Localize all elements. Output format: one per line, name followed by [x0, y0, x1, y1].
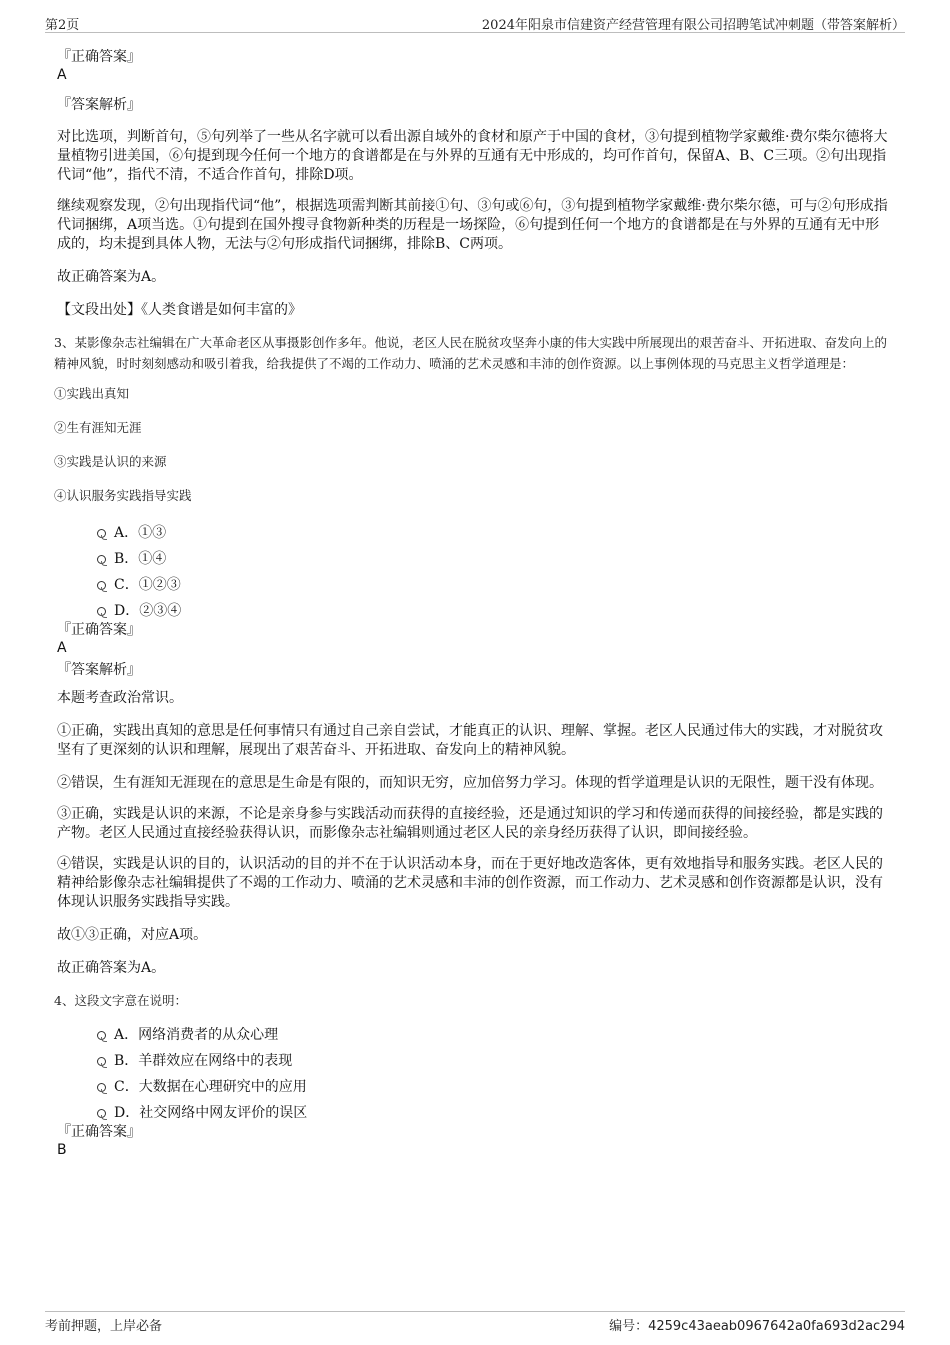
option-list	[57, 1025, 890, 1129]
question-stem: 4、这段文字意在说明：	[54, 993, 187, 1008]
radio-icon[interactable]	[97, 555, 106, 564]
document-title: 2024年阳泉市信建资产经营管理有限公司招聘笔试冲刺题（带答案解析）	[481, 18, 905, 33]
page-number: 第2页	[45, 18, 80, 33]
analysis-paragraph: 继续观察发现，②句出现指代词“他”，根据选项需判断其前接①句、③句或⑥句，③句提到植物学家戴维·费尔柴尔德，可与②句形成指代词捆绑，A项当选。①句提到在国外搜寻食物新种类的历程是一场探险，⑥句提到任何一个地方的食谱都是在与外界的互通有无中形成的，均未提到具体人物，无法与②句形成指代词捆绑，排除B、C两项。	[57, 198, 888, 252]
page-header	[45, 12, 905, 33]
statement-item: ②生有涯知无涯	[54, 420, 142, 435]
source-note: 【文段出处】《人类食谱是如何丰富的》	[57, 302, 302, 318]
option-c[interactable]: C．大数据在心理研究中的应用	[57, 1077, 890, 1103]
footer-slogan: 考前押题，上岸必备	[45, 1319, 163, 1334]
analysis-paragraph: 对比选项，判断首句，⑤句列举了一些从名字就可以看出源自域外的食材和原产于中国的食材，③句提到植物学家戴维·费尔柴尔德将大量植物引进美国，⑥句提到现今任何一个地方的食谱都是在与外界的互通有无中形成的，均可作首句，保留A、B、C三项。②句出现指代词“他”，指代不清，不适合作首句，排除D项。	[57, 129, 888, 183]
analysis-paragraph: ①正确，实践出真知的意思是任何事情只有通过自己亲自尝试，才能真正的认识、理解、掌握。老区人民通过伟大的实践，才对脱贫攻坚有了更深刻的认识和理解，展现出了艰苦奋斗、开拓进取、奋发向上的精神风貌。	[57, 723, 883, 758]
option-b[interactable]: B．①④	[57, 549, 890, 575]
analysis-paragraph: ③正确，实践是认识的来源，不论是亲身参与实践活动而获得的直接经验，还是通过知识的学习和传递而获得的间接经验，都是实践的产物。老区人民通过直接经验获得认识，而影像杂志社编辑则通过老区人民的亲身经历获得了认识，即间接经验。	[57, 806, 883, 841]
radio-icon[interactable]	[97, 529, 106, 538]
option-d[interactable]: D．②③④	[57, 601, 890, 627]
page-content	[54, 46, 890, 1159]
radio-icon[interactable]	[97, 607, 106, 616]
analysis-paragraph: 故①③正确，对应A项。	[57, 927, 208, 943]
analysis-paragraph: 故正确答案为A。	[57, 960, 166, 976]
statement-item: ③实践是认识的来源	[54, 454, 167, 469]
answer-label: 『正确答案』	[57, 1124, 141, 1140]
analysis-paragraph: 本题考查政治常识。	[57, 690, 183, 706]
answer-label: 『正确答案』	[57, 49, 141, 65]
answer-value: A	[57, 640, 67, 656]
option-b[interactable]: B．羊群效应在网络中的表现	[57, 1051, 890, 1077]
radio-icon[interactable]	[97, 1083, 106, 1092]
radio-icon[interactable]	[97, 1031, 106, 1040]
analysis-paragraph: 故正确答案为A。	[57, 269, 166, 285]
answer-label: 『正确答案』	[57, 622, 141, 638]
code-label: 编号：	[609, 1319, 649, 1334]
option-a[interactable]: A．①③	[57, 523, 890, 549]
code-value: 4259c43aeab0967642a0fa693d2ac294	[648, 1319, 905, 1334]
analysis-label: 『答案解析』	[57, 662, 141, 678]
analysis-paragraph: ④错误，实践是认识的目的，认识活动的目的并不在于认识活动本身，而在于更好地改造客体，更有效地指导和服务实践。老区人民的精神给影像杂志社编辑提供了不竭的工作动力、喷涌的艺术灵感和丰沛的创作资源，而工作动力、艺术灵感和创作资源都是认识，没有体现认识服务实践指导实践。	[57, 856, 883, 910]
analysis-paragraph: ②错误，生有涯知无涯现在的意思是生命是有限的，而知识无穷，应加倍努力学习。体现的哲学道理是认识的无限性，题干没有体现。	[57, 775, 883, 791]
radio-icon[interactable]	[97, 1057, 106, 1066]
answer-value: A	[57, 67, 67, 83]
question-stem: 3、某影像杂志社编辑在广大革命老区从事摄影创作多年。他说，老区人民在脱贫攻坚奔小康的伟大实践中所展现出的艰苦奋斗、开拓进取、奋发向上的精神风貌，时时刻刻感动和吸引着我，给我提供了不竭的工作动力、喷涌的艺术灵感和丰沛的创作资源。以上事例体现的马克思主义哲学道理是：	[54, 335, 887, 371]
option-c[interactable]: C．①②③	[57, 575, 890, 601]
statement-item: ①实践出真知	[54, 386, 130, 401]
radio-icon[interactable]	[97, 1109, 106, 1118]
radio-icon[interactable]	[97, 581, 106, 590]
option-a[interactable]: A．网络消费者的从众心理	[57, 1025, 890, 1051]
option-d[interactable]: D．社交网络中网友评价的误区	[57, 1103, 890, 1129]
option-list	[57, 523, 890, 627]
analysis-label: 『答案解析』	[57, 97, 141, 113]
answer-value: B	[57, 1142, 67, 1158]
page-footer	[45, 1311, 905, 1336]
statement-item: ④认识服务实践指导实践	[54, 488, 192, 503]
document-code	[609, 1315, 905, 1334]
